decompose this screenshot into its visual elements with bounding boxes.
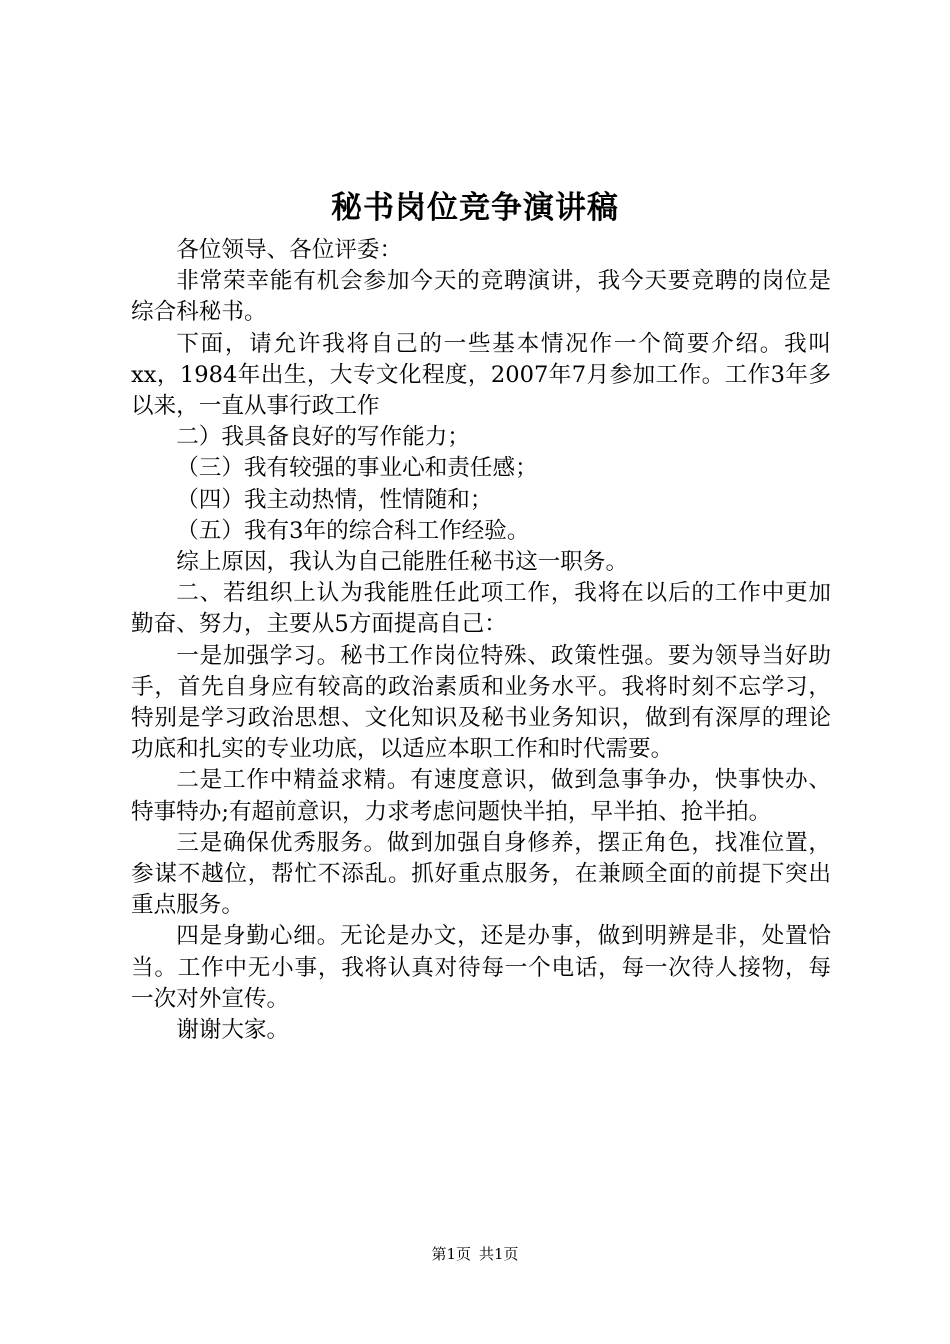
paragraph-strength-4: （四）我主动热情，性情随和； xyxy=(176,486,493,513)
paragraph-closing: 谢谢大家。 xyxy=(176,1017,290,1044)
paragraph-salutation: 各位领导、各位评委： xyxy=(176,237,403,263)
paragraph-strength-3: （三）我有较强的事业心和责任感； xyxy=(176,455,538,482)
page-footer xyxy=(0,1243,950,1265)
paragraph-plan-3: 三是确保优秀服务。做到加强自身修养，摆正角色，找准位置，参谋不越位，帮忙不添乱。抓好重点服务，在兼顾全面的前提下突出重点服务。 xyxy=(131,829,831,919)
paragraph-strength-5: （五）我有3年的综合科工作经验。 xyxy=(176,517,530,544)
page-number: 第1页 xyxy=(431,1245,471,1263)
paragraph-plan-1: 一是加强学习。秘书工作岗位特殊、政策性强。要为领导当好助手，首先自身应有较高的政治素质和业务水平。我将时刻不忘学习，特别是学习政治思想、文化知识及秘书业务知识，做到有深厚的理论功底和扎实的专业功底，以适应本职工作和时代需要。 xyxy=(131,642,831,763)
paragraph-plan-4: 四是身勤心细。无论是办文，还是办事，做到明辨是非，处置恰当。工作中无小事，我将认真对待每一个电话，每一次待人接物，每一次对外宣传。 xyxy=(131,923,831,1012)
paragraph-strength-2: 二）我具备良好的写作能力； xyxy=(176,424,470,451)
page-total: 共1页 xyxy=(479,1245,519,1263)
paragraph-summary: 综上原因，我认为自己能胜任秘书这一职务。 xyxy=(176,549,629,576)
document-title: 秘书岗位竞争演讲稿 xyxy=(331,190,619,226)
paragraph-background: 下面，请允许我将自己的一些基本情况作一个简要介绍。我叫xx，1984年出生，大专文化程度，2007年7月参加工作。工作3年多以来，一直从事行政工作 xyxy=(131,330,831,420)
paragraph-plan-2: 二是工作中精益求精。有速度意识，做到急事争办，快事快办、特事特办;有超前意识，力求考虑问题快半拍，早半拍、抢半拍。 xyxy=(131,767,831,825)
document-body xyxy=(131,235,831,1046)
paragraph-plan: 二、若组织上认为我能胜任此项工作，我将在以后的工作中更加勤奋、努力，主要从5方面提高自己： xyxy=(131,580,831,638)
paragraph-intro: 非常荣幸能有机会参加今天的竞聘演讲，我今天要竞聘的岗位是综合科秘书。 xyxy=(131,268,831,326)
